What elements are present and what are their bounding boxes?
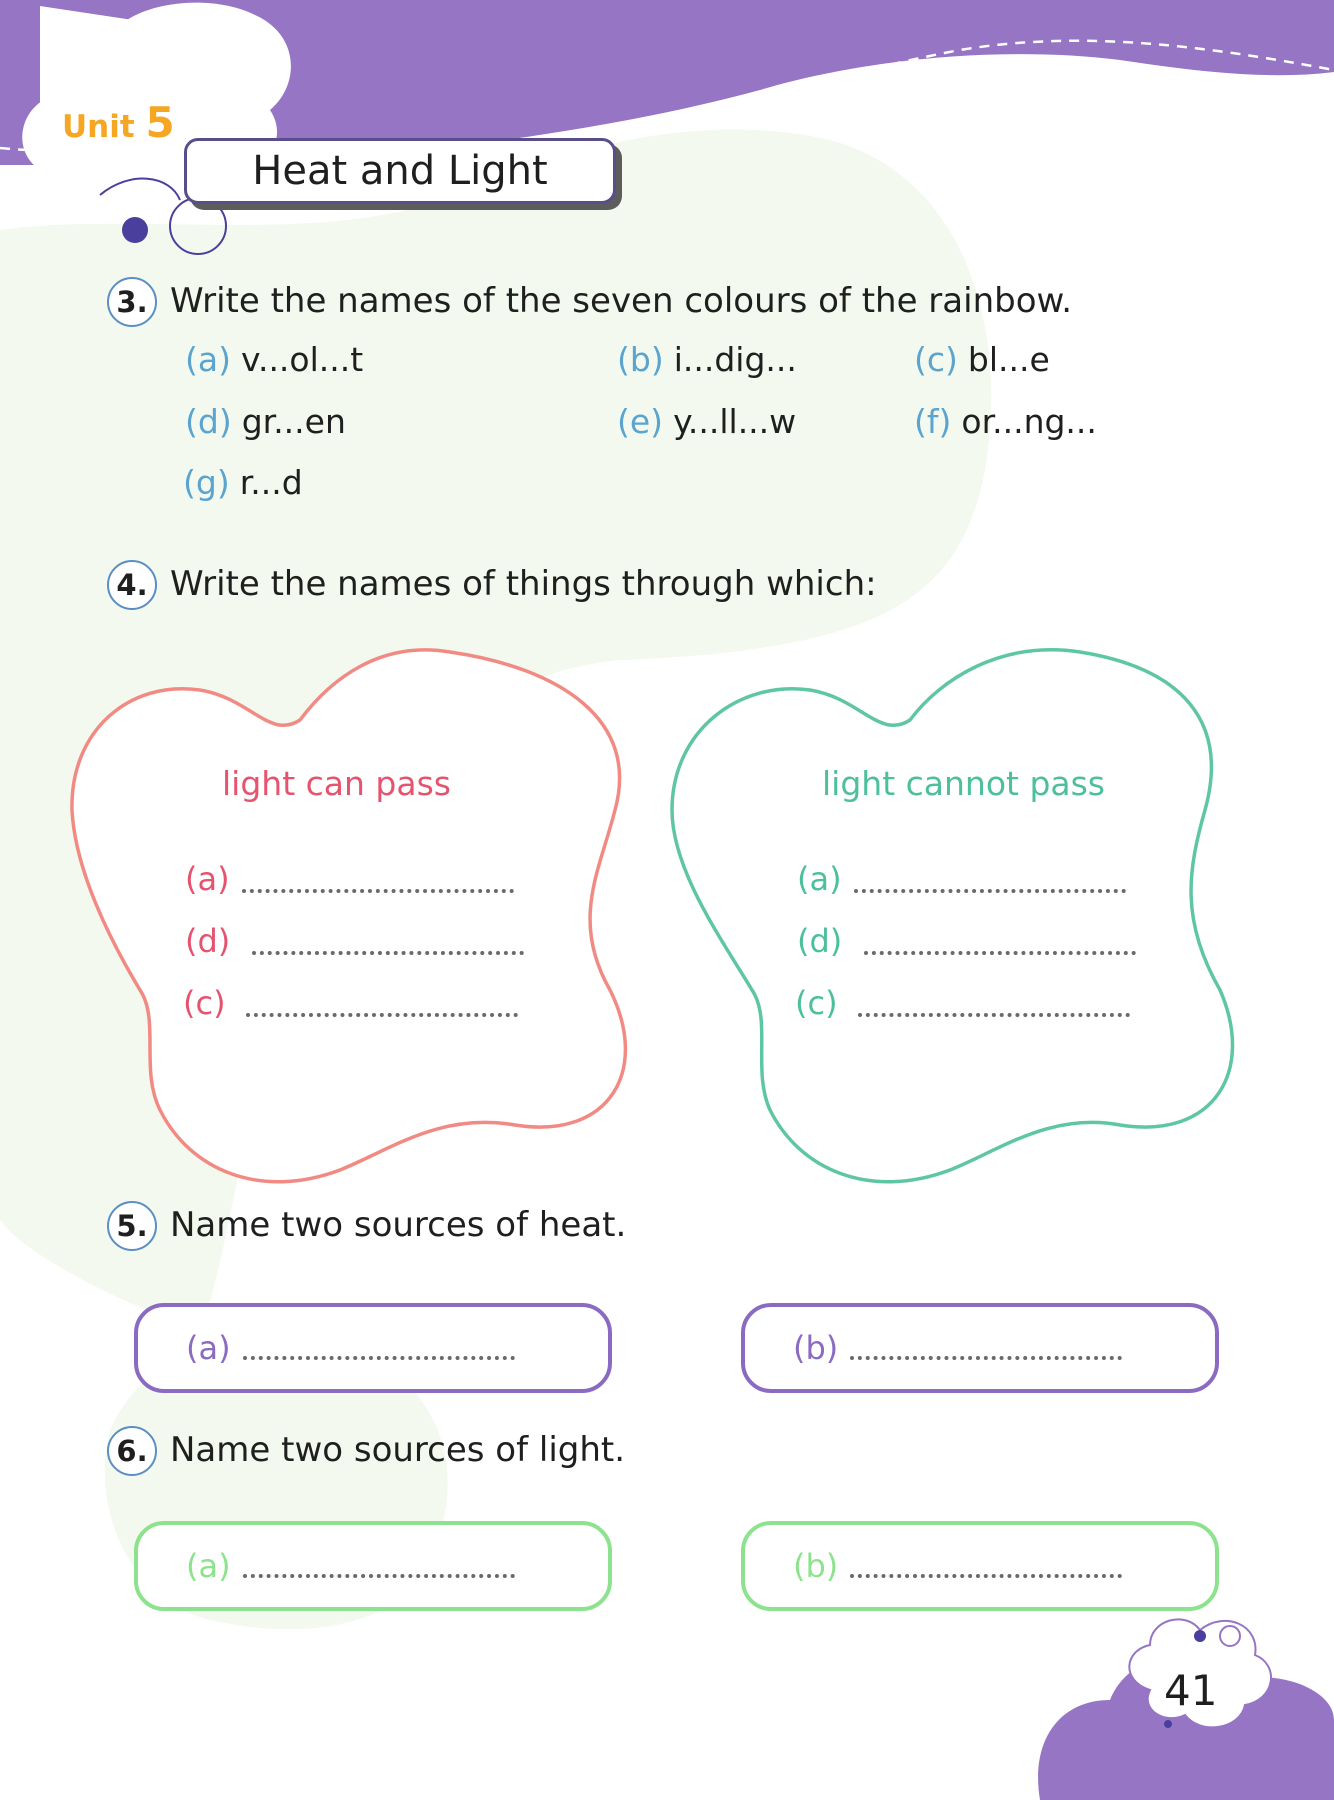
answer-blank[interactable] — [243, 1554, 515, 1578]
option-label: (c) — [914, 340, 958, 379]
blob-light-cannot-pass — [672, 650, 1233, 1182]
option-label: (f) — [914, 402, 952, 441]
option-word: v...ol...t — [240, 340, 364, 379]
light-source-field-a[interactable] — [134, 1521, 612, 1611]
answer-blank[interactable] — [850, 1336, 1122, 1360]
line-label: (c) — [183, 984, 226, 1022]
line-label: (c) — [795, 984, 838, 1022]
option-word: i...dig... — [673, 340, 797, 379]
page-title: Heat and Light — [184, 138, 616, 204]
question-3-number: 3. — [107, 277, 157, 327]
light-source-field-b[interactable] — [741, 1521, 1219, 1611]
option-label: (g) — [183, 463, 230, 502]
unit-number: 5 — [145, 98, 175, 147]
heat-source-field-b[interactable] — [741, 1303, 1219, 1393]
question-6-number: 6. — [107, 1426, 157, 1476]
light-cannot-pass-line-d[interactable] — [797, 922, 1136, 960]
light-cannot-pass-line-a[interactable] — [797, 860, 1126, 898]
rainbow-option-d — [185, 402, 346, 441]
option-label: (d) — [185, 402, 232, 441]
rainbow-option-b — [617, 340, 797, 379]
rainbow-option-g — [183, 463, 303, 502]
answer-blank[interactable] — [864, 931, 1136, 955]
blob-light-can-pass — [72, 650, 625, 1182]
option-word: gr...en — [241, 402, 346, 441]
field-label: (b) — [793, 1547, 839, 1585]
option-word: y...ll...w — [673, 402, 797, 441]
answer-blank[interactable] — [858, 993, 1130, 1017]
light-cannot-pass-title: light cannot pass — [822, 764, 1105, 803]
answer-blank[interactable] — [246, 993, 518, 1017]
question-4-number: 4. — [107, 560, 157, 610]
question-6-text: Name two sources of light. — [170, 1430, 626, 1470]
line-label: (a) — [185, 860, 230, 898]
question-5-text: Name two sources of heat. — [170, 1205, 627, 1245]
answer-blank[interactable] — [854, 869, 1126, 893]
answer-blank[interactable] — [850, 1554, 1122, 1578]
question-5-number: 5. — [107, 1201, 157, 1251]
page-number: 41 — [1164, 1666, 1218, 1715]
rainbow-option-e — [617, 402, 796, 441]
decor-dot — [122, 217, 148, 243]
field-label: (b) — [793, 1329, 839, 1367]
option-word: r...d — [239, 463, 303, 502]
field-label: (a) — [186, 1329, 231, 1367]
line-label: (d) — [185, 922, 231, 960]
unit-label — [62, 98, 175, 147]
answer-blank[interactable] — [252, 931, 524, 955]
answer-blank[interactable] — [242, 869, 514, 893]
option-label: (e) — [617, 402, 664, 441]
option-word: or...ng... — [961, 402, 1097, 441]
question-3-text: Write the names of the seven colours of the rainbow. — [170, 281, 1072, 321]
rainbow-option-c — [914, 340, 1050, 379]
light-can-pass-line-d[interactable] — [185, 922, 524, 960]
option-label: (b) — [617, 340, 664, 379]
unit-word: Unit — [62, 109, 135, 145]
question-4-text: Write the names of things through which: — [170, 564, 877, 604]
light-can-pass-line-c[interactable] — [183, 984, 518, 1022]
line-label: (a) — [797, 860, 842, 898]
line-label: (d) — [797, 922, 843, 960]
rainbow-option-f — [914, 402, 1097, 441]
option-word: bl...e — [967, 340, 1050, 379]
option-label: (a) — [185, 340, 231, 379]
rainbow-option-a — [185, 340, 363, 379]
light-can-pass-line-a[interactable] — [185, 860, 514, 898]
light-cannot-pass-line-c[interactable] — [795, 984, 1130, 1022]
light-can-pass-title: light can pass — [222, 764, 451, 803]
heat-source-field-a[interactable] — [134, 1303, 612, 1393]
field-label: (a) — [186, 1547, 231, 1585]
answer-blank[interactable] — [243, 1336, 515, 1360]
